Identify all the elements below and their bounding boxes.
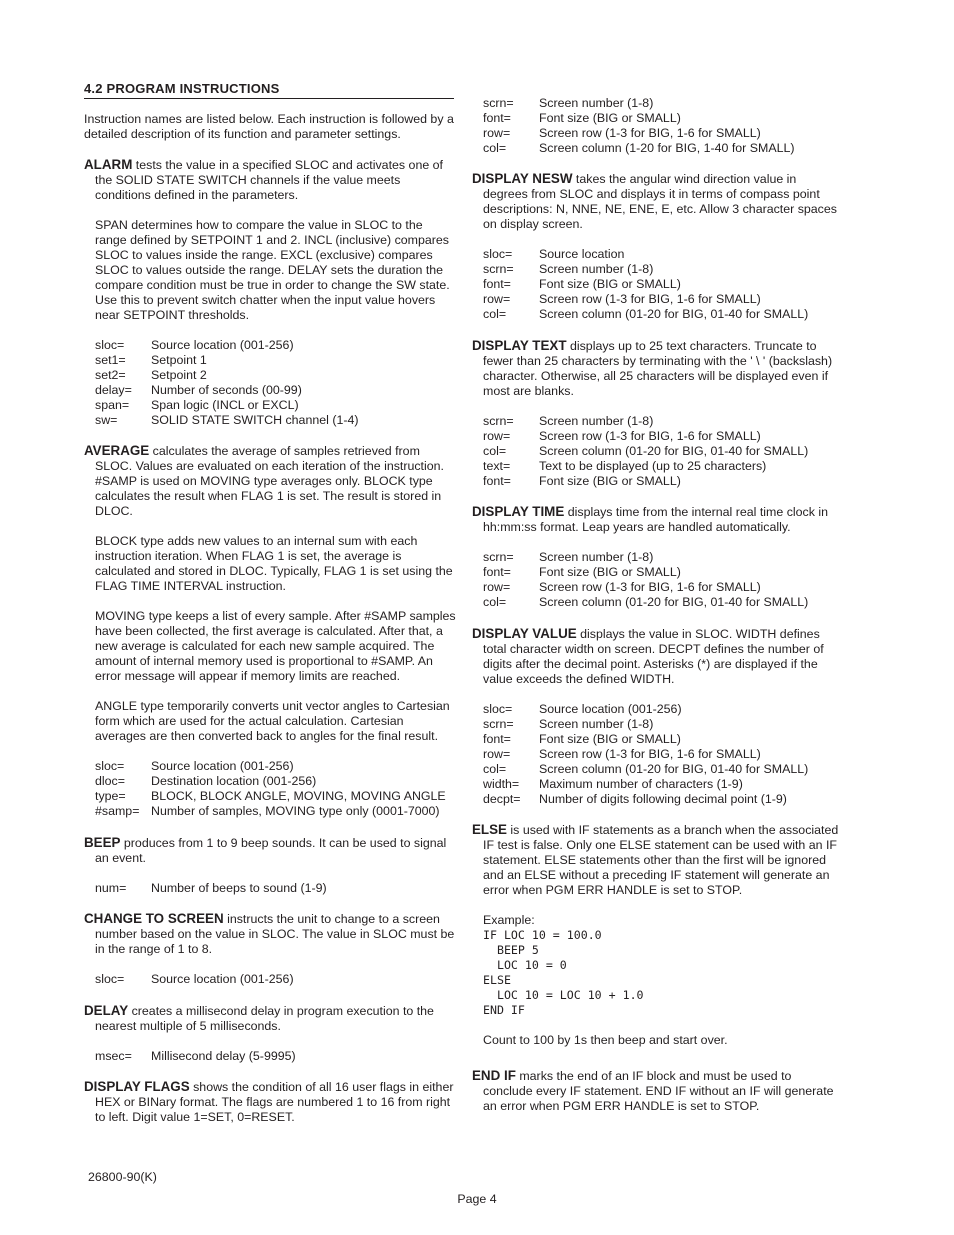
- param-row: [95, 338, 456, 353]
- display-text-desc-text: displays up to 25 text characters. Truncate to fewer than 25 characters by terminating with the ' \ ' (backslash) character. Otherwise, all 25 characters will be displayed even if most are blanks.: [483, 339, 833, 398]
- param-row: [483, 792, 844, 807]
- param-name: col=: [483, 595, 507, 609]
- keyword-display-flags: DISPLAY FLAGS: [84, 1079, 190, 1094]
- end-if-desc-text: marks the end of an IF block and must be used to conclude every IF statement. END IF without an IF will generate an error when PGM ERR HANDLE is set to STOP.: [483, 1069, 834, 1113]
- param-desc: Span logic (INCL or EXCL): [151, 398, 299, 412]
- param-desc: Screen number (1-8): [539, 262, 654, 276]
- param-row: [483, 111, 844, 126]
- delay-desc-text: creates a millisecond delay in program execution to the nearest multiple of 5 milliseconds.: [95, 1004, 434, 1033]
- change-screen-description: [84, 911, 456, 957]
- param-row: [483, 762, 844, 777]
- average-moving-paragraph: MOVING type keeps a list of every sample. After #SAMP samples have been collected, the first average is calculated. After that, a new average is calculated for each new sample acquired. The amount of internal memory used is proportional to #SAMP. An error message will appear if memory limits are reached.: [95, 609, 456, 683]
- param-desc: Font size (BIG or SMALL): [539, 565, 681, 579]
- param-row: [483, 96, 844, 111]
- param-name: span=: [95, 398, 130, 412]
- code-line: BEEP 5: [483, 943, 539, 957]
- end-if-description: [472, 1068, 844, 1114]
- beep-params: [84, 881, 456, 896]
- param-row: [483, 459, 844, 474]
- param-desc: Screen number (1-8): [539, 96, 654, 110]
- code-line: IF LOC 10 = 100.0: [483, 928, 602, 942]
- param-desc: Source location (001-256): [151, 338, 294, 352]
- param-name: set1=: [95, 353, 126, 367]
- param-desc: Destination location (001-256): [151, 774, 317, 788]
- display-flags-param-list: [472, 96, 844, 156]
- param-name: scrn=: [483, 717, 514, 731]
- param-desc: Screen number (1-8): [539, 414, 654, 428]
- average-angle-paragraph: ANGLE type temporarily converts unit vector angles to Cartesian form which are used for the actual calculation. Cartesian averages are then converted back to angles for the final result.: [95, 699, 450, 743]
- instruction-change-to-screen: [84, 911, 456, 987]
- average-block-paragraph: BLOCK type adds new values to an internal sum with each instruction iteration. When FLAG 1 is set, the average is calculated and stored in DLOC. Typically, FLAG 1 is set using the FLAG TIME INTERVAL instruction.: [95, 534, 453, 593]
- param-desc: Text to be displayed (up to 25 characters): [539, 459, 767, 473]
- code-line: LOC 10 = LOC 10 + 1.0: [483, 988, 644, 1002]
- param-row: [95, 759, 456, 774]
- param-desc: Setpoint 2: [151, 368, 207, 382]
- param-row: [95, 881, 456, 896]
- average-description: [84, 443, 456, 519]
- display-nesw-description: [472, 171, 844, 232]
- instruction-display-time: [472, 504, 844, 610]
- param-name: col=: [483, 141, 507, 155]
- param-desc: Screen row (1-3 for BIG, 1-6 for SMALL): [539, 126, 761, 140]
- display-value-desc-text: displays the value in SLOC. WIDTH defines total character width on screen. DECPT defines the number of digits after the decimal point. Asterisks (*) are displayed if the value exceeds the defined WIDTH.: [483, 627, 824, 686]
- keyword-alarm: ALARM: [84, 157, 133, 172]
- display-flags-desc-text: shows the condition of all 16 user flags in either HEX or BINary format. The flags are numbered 1 to 16 from right to left. Digit value 1=SET, 0=RESET.: [95, 1080, 454, 1124]
- beep-description: [84, 835, 456, 866]
- param-desc: Font size (BIG or SMALL): [539, 474, 681, 488]
- param-row: [95, 413, 456, 428]
- keyword-change-to-screen: CHANGE TO SCREEN: [84, 911, 224, 926]
- average-params: [84, 759, 456, 819]
- param-desc: Screen number (1-8): [539, 717, 654, 731]
- keyword-display-value: DISPLAY VALUE: [472, 626, 577, 641]
- param-desc: Number of beeps to sound (1-9): [151, 881, 327, 895]
- instruction-delay: [84, 1003, 456, 1064]
- param-desc: Screen row (1-3 for BIG, 1-6 for SMALL): [539, 292, 761, 306]
- param-row: [483, 565, 844, 580]
- param-row: [95, 789, 456, 804]
- alarm-description: [84, 157, 456, 203]
- param-desc: Font size (BIG or SMALL): [539, 732, 681, 746]
- param-row: [483, 126, 844, 141]
- display-value-params: [472, 702, 844, 807]
- param-desc: Number of seconds (00-99): [151, 383, 302, 397]
- display-time-desc-text: displays time from the internal real time clock in hh:mm:ss format. Leap years are handled automatically.: [483, 505, 829, 534]
- beep-desc-text: produces from 1 to 9 beep sounds. It can be used to signal an event.: [95, 836, 447, 865]
- display-text-params: [472, 414, 844, 489]
- keyword-average: AVERAGE: [84, 443, 150, 458]
- param-row: [483, 747, 844, 762]
- delay-params: [84, 1049, 456, 1064]
- average-desc-text: calculates the average of samples retrieved from SLOC. Values are evaluated on each iteration of the instruction. #SAMP is used on MOVING type averages only. BLOCK type calculates the result when FLAG 1 is set. The result is stored in DLOC.: [95, 444, 444, 518]
- keyword-beep: BEEP: [84, 835, 121, 850]
- instruction-display-flags: [84, 1079, 456, 1125]
- param-name: decpt=: [483, 792, 521, 806]
- page-number: Page 4: [457, 1192, 497, 1206]
- param-name: row=: [483, 429, 511, 443]
- param-desc: Screen row (1-3 for BIG, 1-6 for SMALL): [539, 747, 761, 761]
- param-row: [483, 292, 844, 307]
- param-desc: Maximum number of characters (1-9): [539, 777, 743, 791]
- param-desc: Millisecond delay (5-9995): [151, 1049, 296, 1063]
- param-row: [483, 595, 844, 610]
- param-name: col=: [483, 762, 507, 776]
- param-name: sloc=: [483, 247, 513, 261]
- param-name: delay=: [95, 383, 132, 397]
- param-name: font=: [483, 277, 511, 291]
- instruction-else: [472, 822, 844, 1048]
- keyword-delay: DELAY: [84, 1003, 129, 1018]
- param-desc: BLOCK, BLOCK ANGLE, MOVING, MOVING ANGLE: [151, 789, 446, 803]
- param-name: row=: [483, 292, 511, 306]
- param-desc: Screen row (1-3 for BIG, 1-6 for SMALL): [539, 580, 761, 594]
- display-time-description: [472, 504, 844, 535]
- param-row: [483, 474, 844, 489]
- param-desc: SOLID STATE SWITCH channel (1-4): [151, 413, 359, 427]
- param-desc: Source location (001-256): [151, 759, 294, 773]
- instruction-end-if: [472, 1068, 844, 1114]
- param-row: [483, 277, 844, 292]
- param-name: scrn=: [483, 262, 514, 276]
- section-title: 4.2 PROGRAM INSTRUCTIONS: [84, 81, 454, 99]
- param-name: font=: [483, 732, 511, 746]
- param-row: [95, 972, 456, 987]
- param-row: [95, 804, 456, 819]
- param-desc: Screen number (1-8): [539, 550, 654, 564]
- param-row: [95, 368, 456, 383]
- param-desc: Font size (BIG or SMALL): [539, 277, 681, 291]
- param-name: width=: [483, 777, 520, 791]
- change-screen-desc-text: instructs the unit to change to a screen number based on the value in SLOC. The value in SLOC must be in the range of 1 to 8.: [95, 912, 455, 956]
- param-desc: Number of digits following decimal point (1-9): [539, 792, 787, 806]
- param-desc: Source location: [539, 247, 625, 261]
- param-name: col=: [483, 444, 507, 458]
- else-example-caption: Count to 100 by 1s then beep and start over.: [483, 1033, 728, 1047]
- instruction-display-text: [472, 338, 844, 489]
- param-desc: Font size (BIG or SMALL): [539, 111, 681, 125]
- param-row: [483, 717, 844, 732]
- param-row: [483, 580, 844, 595]
- else-desc-text: is used with IF statements as a branch when the associated IF test is false. Only one ELSE statement can be used with an IF statement. ELSE statements other than the first will be ignored and an ELSE without a preceding IF statement will generate an error when PGM ERR HANDLE is set to STOP.: [483, 823, 839, 897]
- param-row: [95, 398, 456, 413]
- delay-description: [84, 1003, 456, 1034]
- param-name: type=: [95, 789, 126, 803]
- param-name: sw=: [95, 413, 118, 427]
- param-name: text=: [483, 459, 511, 473]
- param-row: [483, 777, 844, 792]
- else-description: [472, 822, 844, 898]
- param-name: scrn=: [483, 414, 514, 428]
- param-name: sloc=: [95, 972, 125, 986]
- param-name: #samp=: [95, 804, 140, 818]
- display-flags-params: [472, 96, 844, 156]
- param-name: sloc=: [483, 702, 513, 716]
- instruction-beep: [84, 835, 456, 896]
- display-text-description: [472, 338, 844, 399]
- param-row: [95, 774, 456, 789]
- intro-text: [84, 112, 456, 142]
- param-desc: Screen row (1-3 for BIG, 1-6 for SMALL): [539, 429, 761, 443]
- param-row: [483, 307, 844, 322]
- param-desc: Screen column (01-20 for BIG, 01-40 for SMALL): [539, 595, 809, 609]
- param-row: [483, 141, 844, 156]
- keyword-else: ELSE: [472, 822, 507, 837]
- param-name: msec=: [95, 1049, 132, 1063]
- param-name: row=: [483, 126, 511, 140]
- param-name: font=: [483, 565, 511, 579]
- param-row: [95, 1049, 456, 1064]
- param-row: [483, 262, 844, 277]
- param-name: num=: [95, 881, 127, 895]
- param-name: sloc=: [95, 759, 125, 773]
- param-row: [483, 702, 844, 717]
- param-desc: Screen column (01-20 for BIG, 01-40 for SMALL): [539, 444, 809, 458]
- param-name: font=: [483, 111, 511, 125]
- param-name: row=: [483, 580, 511, 594]
- param-name: col=: [483, 307, 507, 321]
- param-row: [95, 383, 456, 398]
- display-value-description: [472, 626, 844, 687]
- param-name: dloc=: [95, 774, 125, 788]
- alarm-desc-text: tests the value in a specified SLOC and activates one of the SOLID STATE SWITCH channels if the value meets conditions defined in the parameters.: [95, 158, 443, 202]
- change-screen-params: [84, 972, 456, 987]
- code-line: LOC 10 = 0: [483, 958, 567, 972]
- instruction-display-nesw: [472, 171, 844, 322]
- param-name: sloc=: [95, 338, 125, 352]
- param-desc: Setpoint 1: [151, 353, 207, 367]
- display-nesw-desc-text: takes the angular wind direction value in degrees from SLOC and displays it in terms of compass point descriptions: N, NNE, NE, ENE, E, etc. Allow 3 character spaces on display screen.: [483, 172, 837, 231]
- instruction-display-value: [472, 626, 844, 807]
- param-row: [483, 414, 844, 429]
- alarm-span-paragraph: SPAN determines how to compare the value in SLOC to the range defined by SETPOINT 1 and 2. INCL (inclusive) compares SLOC to values inside the range. EXCL (exclusive) compares SLOC to values outside the range. DELAY sets the duration the compare condition must be true in order to change the SW state. Use this to prevent switch chatter when the input value hovers near SETPOINT thresholds.: [95, 218, 450, 322]
- param-desc: Screen column (01-20 for BIG, 01-40 for SMALL): [539, 762, 809, 776]
- display-nesw-params: [472, 247, 844, 322]
- document-code: 26800-90(K): [88, 1170, 157, 1184]
- keyword-display-nesw: DISPLAY NESW: [472, 171, 573, 186]
- param-desc: Screen column (01-20 for BIG, 01-40 for SMALL): [539, 307, 809, 321]
- else-example-label: Example:: [483, 913, 535, 927]
- param-name: font=: [483, 474, 511, 488]
- param-desc: Number of samples, MOVING type only (0001-7000): [151, 804, 440, 818]
- param-row: [483, 732, 844, 747]
- param-desc: Screen column (1-20 for BIG, 1-40 for SMALL): [539, 141, 795, 155]
- param-desc: Source location (001-256): [151, 972, 294, 986]
- instruction-average: [84, 443, 456, 819]
- param-row: [483, 444, 844, 459]
- display-time-params: [472, 550, 844, 610]
- keyword-display-time: DISPLAY TIME: [472, 504, 565, 519]
- alarm-params: [84, 338, 456, 428]
- param-name: scrn=: [483, 96, 514, 110]
- display-flags-description: [84, 1079, 456, 1125]
- param-row: [483, 429, 844, 444]
- param-row: [483, 247, 844, 262]
- param-row: [483, 550, 844, 565]
- else-code-block: [472, 928, 844, 1018]
- keyword-display-text: DISPLAY TEXT: [472, 338, 567, 353]
- keyword-end-if: END IF: [472, 1068, 516, 1083]
- param-row: [95, 353, 456, 368]
- param-name: scrn=: [483, 550, 514, 564]
- param-name: set2=: [95, 368, 126, 382]
- code-line: ELSE: [483, 973, 511, 987]
- intro-paragraph: Instruction names are listed below. Each instruction is followed by a detailed description of its function and parameter settings.: [84, 112, 454, 141]
- param-name: row=: [483, 747, 511, 761]
- param-desc: Source location (001-256): [539, 702, 682, 716]
- code-line: END IF: [483, 1003, 525, 1017]
- instruction-alarm: [84, 157, 456, 428]
